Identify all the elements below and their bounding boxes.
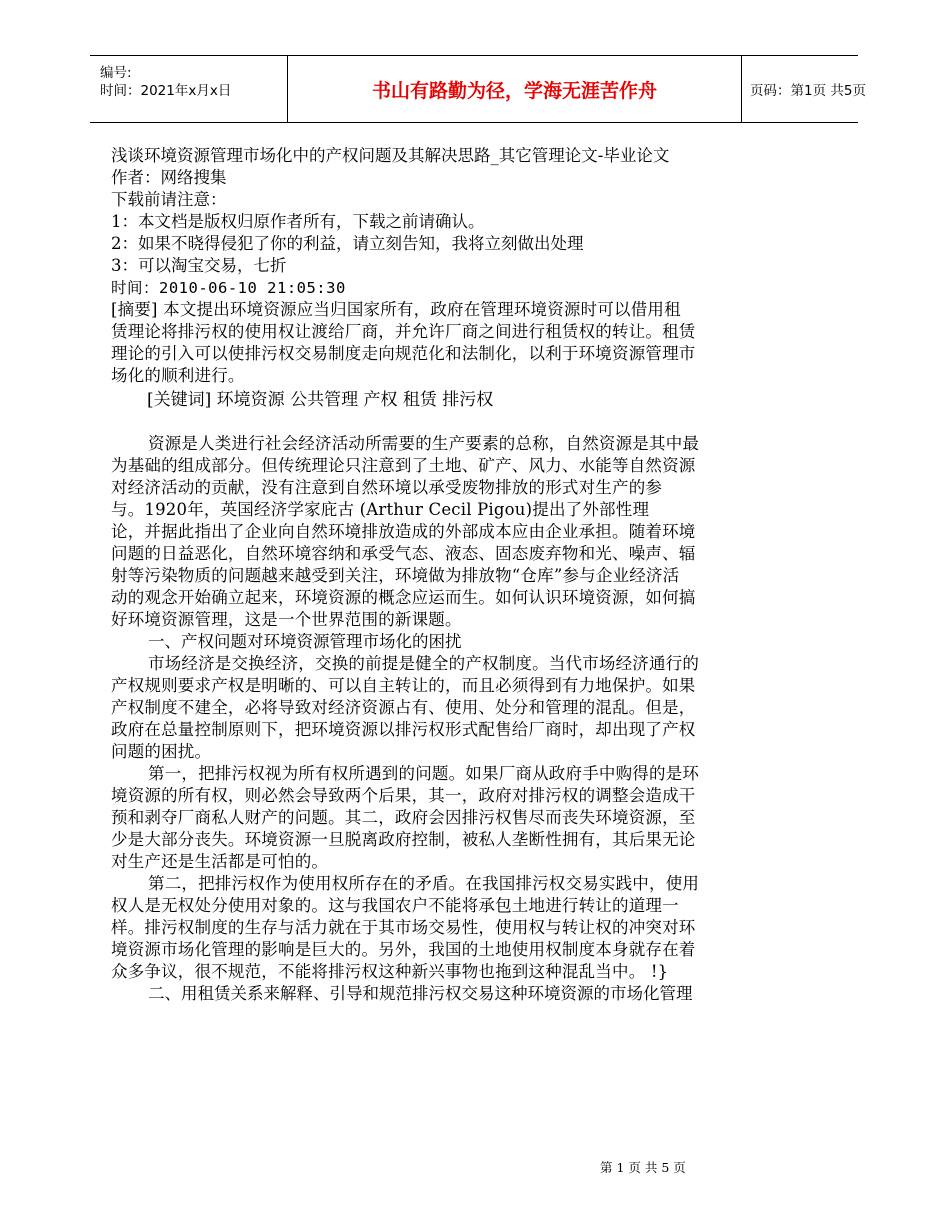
article-title: 浅谈环境资源管理市场化中的产权问题及其解决思路_其它管理论文-毕业论文: [111, 146, 670, 165]
paragraph-line: 第一，把排污权视为所有权所遇到的问题。如果厂商从政府手中购得的是环: [148, 764, 700, 783]
paragraph-line: 境资源的所有权，则必然会导致两个后果，其一，政府对排污权的调整会造成干: [111, 786, 696, 805]
paragraph-line: 少是大部分丧失。环境资源一旦脱离政府控制，被私人垄断性拥有，其后果无论: [111, 830, 696, 849]
paragraph-line: 对生产还是生活都是可怕的。: [111, 852, 329, 871]
paragraph-line: 论，并据此指出了企业向自然环境排放造成的外部成本应由企业承担。随着环境: [111, 522, 696, 541]
page-header: [90, 55, 866, 123]
paragraph-line: 预和剥夺厂商私人财产的问题。其二，政府会因排污权售尽而丧失环境资源，至: [111, 808, 696, 827]
header-motto: 书山有路勤为径，学海无涯苦作舟: [371, 79, 657, 102]
paragraph-market: [111, 653, 771, 763]
document-time-label: 时间：2021年x月x日: [100, 83, 232, 99]
paragraph-second-point: [111, 873, 771, 983]
paragraph-line: 样。排污权制度的生存与活力就在于其市场交易性，使用权与转让权的冲突对环: [111, 918, 696, 937]
paragraph-intro: [111, 433, 771, 631]
notice-item: 1：本文档是版权归原作者所有，下载之前请确认。: [111, 212, 485, 231]
abstract-line: 赁理论将排污权的使用权让渡给厂商，并允许厂商之间进行租赁权的转让。租赁: [111, 322, 696, 341]
blank-line: [111, 411, 771, 433]
paragraph-line: 为基础的组成部分。但传统理论只注意到了土地、矿产、风力、水能等自然资源: [111, 456, 696, 475]
paragraph-line: 权人是无权处分使用对象的。这与我国农户不能将承包土地进行转让的道理一: [111, 896, 679, 915]
document-body: [111, 145, 771, 1005]
document-number-label: 编号:: [100, 65, 132, 81]
paragraph-line: 产权制度不建全，必将导致对经济资源占有、使用、处分和管理的混乱。但是，: [111, 698, 696, 717]
abstract-line: [摘要] 本文提出环境资源应当归国家所有，政府在管理环境资源时可以借用租: [111, 300, 681, 319]
page-footer: 第 1 页 共 5 页: [600, 1160, 686, 1175]
notice-item: 3：可以淘宝交易，七折: [111, 256, 287, 275]
article-time: 时间：2010-06-10 21:05:30: [111, 279, 346, 297]
paragraph-line: 产权规则要求产权是明晰的、可以自主转让的，而且必须得到有力地保护。如果: [111, 676, 696, 695]
paragraph-line: 问题的困扰。: [111, 742, 212, 761]
paragraph-line: 好环境资源管理，这是一个世界范围的新课题。: [111, 610, 462, 629]
paragraph-line: 第二，把排污权作为使用权所存在的矛盾。在我国排污权交易实践中，使用: [148, 874, 700, 893]
article-author: 作者：网络搜集: [111, 168, 227, 187]
paragraph-line: 资源是人类进行社会经济活动所需要的生产要素的总称，自然资源是其中最: [148, 434, 700, 453]
paragraph-line: 市场经济是交换经济，交换的前提是健全的产权制度。当代市场经济通行的: [148, 654, 700, 673]
paragraph-first-point: [111, 763, 771, 873]
notice-label: 下载前请注意：: [111, 190, 227, 209]
paragraph-line: 射等污染物质的问题越来越受到关注，环境做为排放物“仓库”参与企业经济活: [111, 566, 680, 585]
abstract-line: 理论的引入可以使排污权交易制度走向规范化和法制化，以利于环境资源管理市: [111, 344, 696, 363]
paragraph-line: 境资源市场化管理的影响是巨大的。另外，我国的土地使用权制度本身就存在着: [111, 940, 696, 959]
abstract: [111, 299, 771, 387]
paragraph-line: 动的观念开始确立起来，环境资源的概念应运而生。如何认识环境资源，如何搞: [111, 588, 696, 607]
keywords: [关键词] 环境资源 公共管理 产权 租赁 排污权: [147, 390, 494, 410]
section-heading-1: 一、产权问题对环境资源管理市场化的困扰: [148, 632, 462, 651]
paragraph-line: 问题的日益恶化，自然环境容纳和承受气态、液态、固态废弃物和光、噪声、辐: [111, 544, 696, 563]
paragraph-line: 政府在总量控制原则下，把环境资源以排污权形式配售给厂商时，却出现了产权: [111, 720, 696, 739]
header-page-code: 页码：第1页 共5页: [750, 83, 866, 99]
notice-item: 2：如果不晓得侵犯了你的利益，请立刻告知，我将立刻做出处理: [111, 234, 584, 253]
section-heading-2: 二、用租赁关系来解释、引导和规范排污权交易这种环境资源的市场化管理: [148, 984, 693, 1003]
abstract-line: 场化的顺利进行。: [111, 366, 245, 385]
paragraph-line: 与。1920年，英国经济学家庇古 (Arthur Cecil Pigou)提出了外部性理: [111, 500, 650, 519]
header-meta: [90, 56, 287, 122]
header-page-cell: [740, 56, 866, 122]
header-motto-cell: [287, 56, 742, 122]
paragraph-line: 对经济活动的贡献，没有注意到自然环境以承受废物排放的形式对生产的参: [111, 478, 663, 497]
paragraph-line: 众多争议，很不规范，不能将排污权这种新兴事物也拖到这种混乱当中。 !}: [111, 962, 669, 981]
